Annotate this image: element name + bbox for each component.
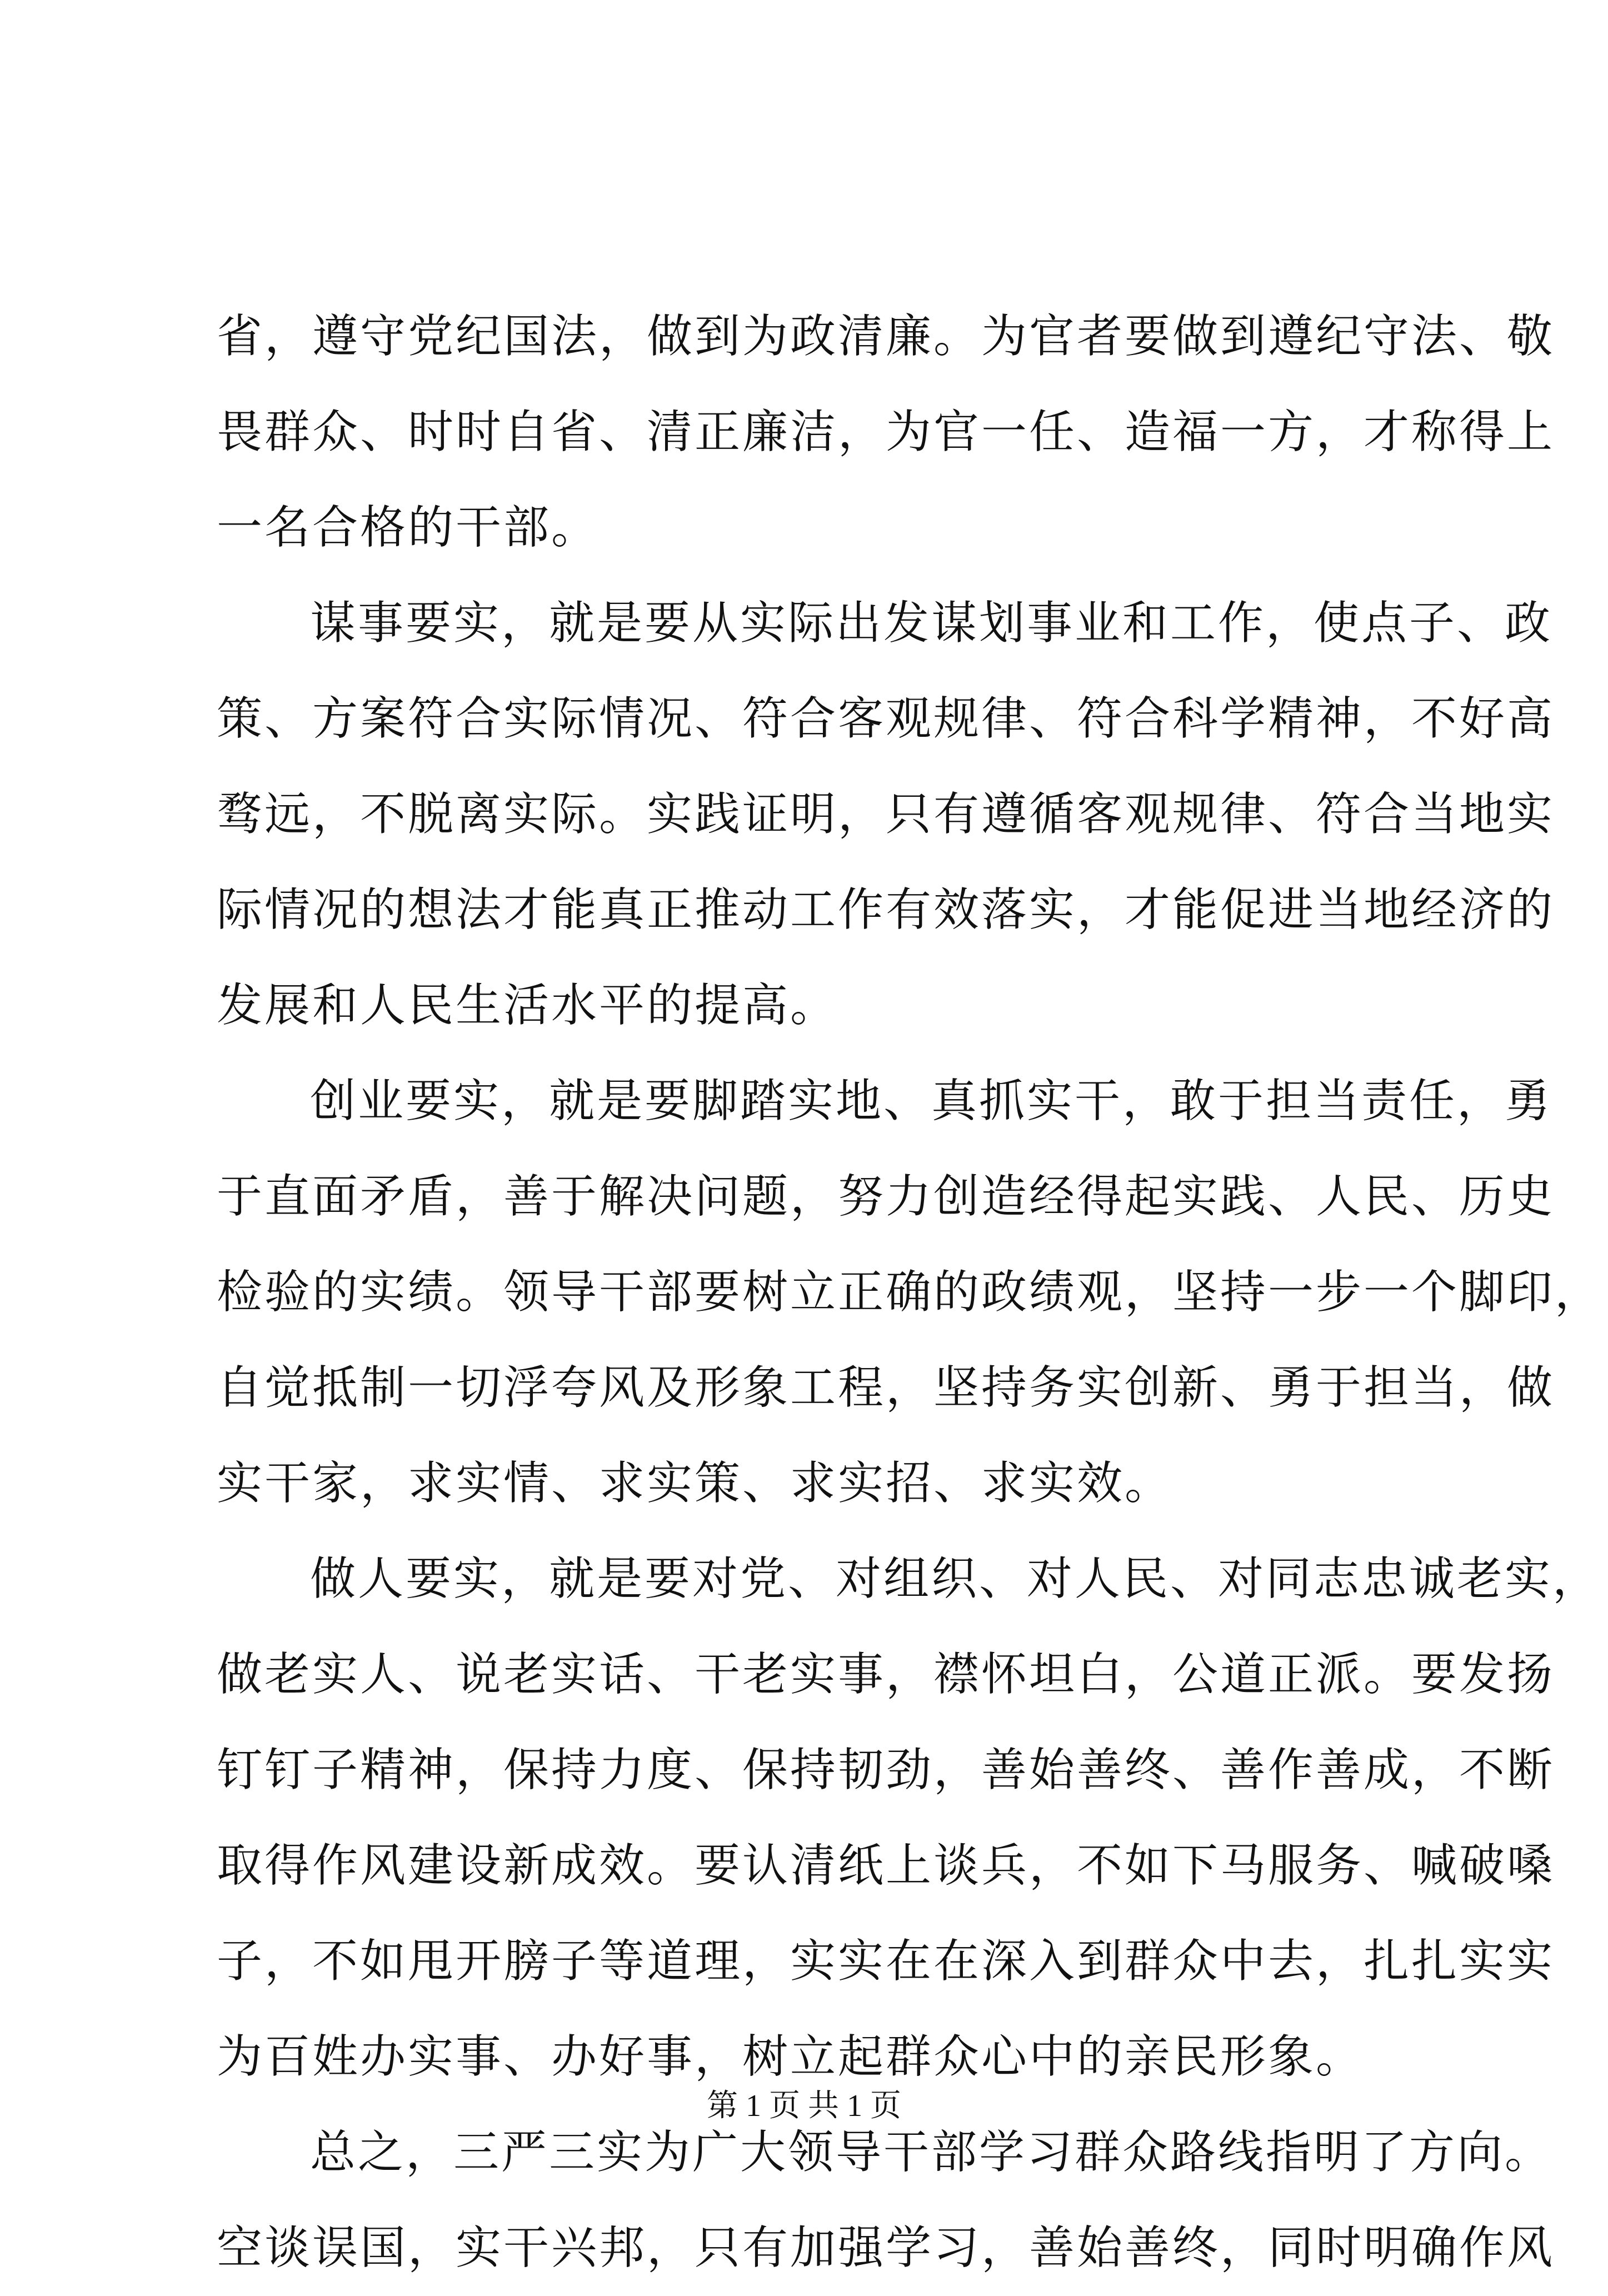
text-line: 做老实人、说老实话、干老实事，襟怀坦白，公道正派。要发扬 bbox=[217, 1648, 1555, 1701]
paragraph-first-line: 做人要实，就是要对党、对组织、对人民、对同志忠诚老实， bbox=[310, 1553, 1601, 1605]
text-line: 骛远，不脱离实际。实践证明，只有遵循客观规律、符合当地实 bbox=[217, 788, 1555, 841]
text-line: 畏群众、时时自省、清正廉洁，为官一任、造福一方，才称得上 bbox=[217, 406, 1555, 458]
text-line: 际情况的想法才能真正推动工作有效落实，才能促进当地经济的 bbox=[217, 884, 1555, 936]
text-line: 取得作风建设新成效。要认清纸上谈兵，不如下马服务、喊破嗓 bbox=[217, 1839, 1555, 1892]
text-line: 子，不如甩开膀子等道理，实实在在深入到群众中去，扎扎实实 bbox=[217, 1935, 1555, 1988]
text-line: 为百姓办实事、办好事，树立起群众心中的亲民形象。 bbox=[217, 2030, 1364, 2083]
text-line: 省，遵守党纪国法，做到为政清廉。为官者要做到遵纪守法、敬 bbox=[217, 310, 1555, 363]
text-line: 检验的实绩。领导干部要树立正确的政绩观，坚持一步一个脚印， bbox=[217, 1266, 1603, 1319]
paragraph-first-line: 创业要实，就是要脚踏实地、真抓实干，敢于担当责任，勇 bbox=[310, 1075, 1553, 1127]
text-line: 空谈误国，实干兴邦，只有加强学习，善始善终，同时明确作风 bbox=[217, 2222, 1555, 2274]
page-footer: 第 1 页 共 1 页 bbox=[707, 2089, 901, 2123]
text-line: 实干家，求实情、求实策、求实招、求实效。 bbox=[217, 1457, 1173, 1510]
paragraph-first-line: 总之，三严三实为广大领导干部学习群众路线指明了方向。 bbox=[310, 2126, 1553, 2179]
text-line: 一名合格的干部。 bbox=[217, 501, 600, 554]
document-body bbox=[217, 289, 1603, 2296]
paragraph-first-line: 谋事要实，就是要从实际出发谋划事业和工作，使点子、政 bbox=[310, 597, 1553, 650]
text-line: 于直面矛盾，善于解决问题，努力创造经得起实践、人民、历史 bbox=[217, 1170, 1555, 1223]
text-line: 自觉抵制一切浮夸风及形象工程，坚持务实创新、勇于担当，做 bbox=[217, 1361, 1555, 1414]
text-line: 策、方案符合实际情况、符合客观规律、符合科学精神，不好高 bbox=[217, 692, 1555, 745]
text-line: 发展和人民生活水平的提高。 bbox=[217, 979, 838, 1032]
text-line: 钉钉子精神，保持力度、保持韧劲，善始善终、善作善成，不断 bbox=[217, 1744, 1555, 1796]
